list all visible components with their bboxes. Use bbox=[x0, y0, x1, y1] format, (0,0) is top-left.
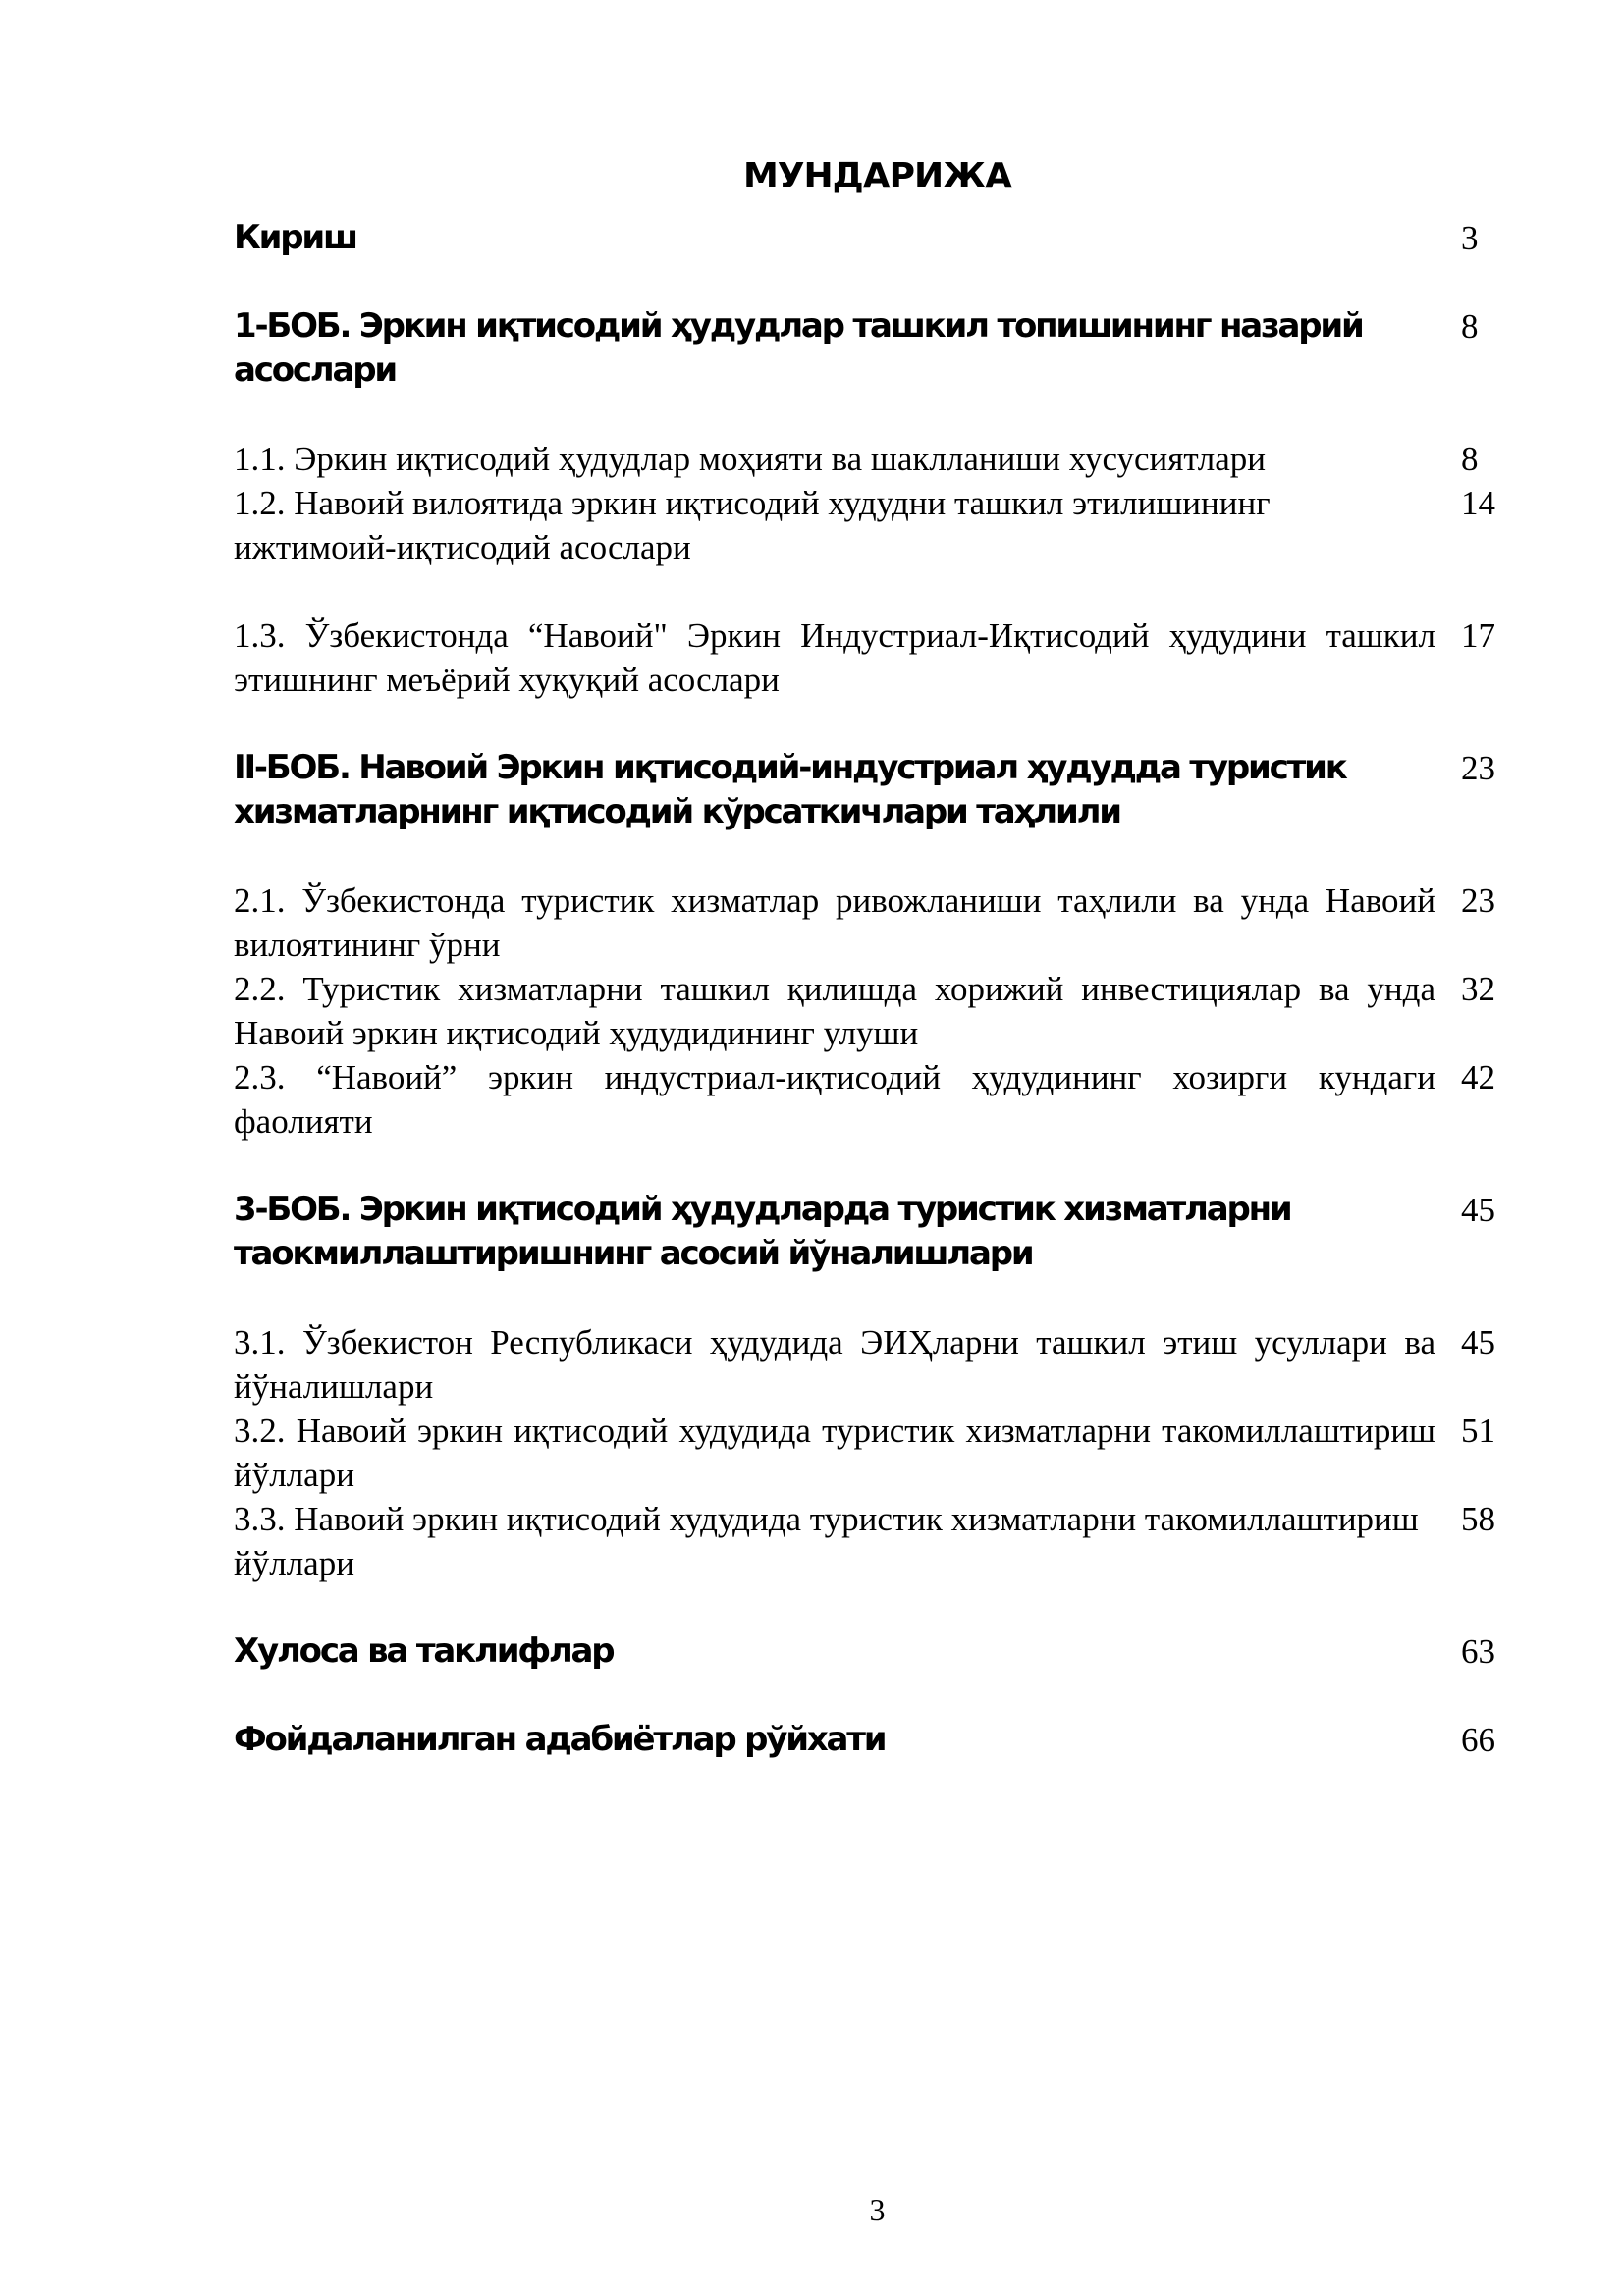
toc-entry-title: II-БОБ. Навоий Эркин иқтисодий-индустриал ҳудудда туристик хизматларнинг иқтисодий кўрсаткичлари таҳлили bbox=[234, 748, 1346, 831]
toc-entry-chapter-2 bbox=[234, 746, 1502, 834]
toc-entry-page: 14 bbox=[1461, 484, 1495, 522]
toc-entry-title: 1.2. Навоий вилоятида эркин иқтисодий худудни ташкил этилишининг ижтимоий-иқтисодий асослари bbox=[234, 484, 1271, 566]
toc-entry-page: 45 bbox=[1461, 1323, 1495, 1362]
toc-entry-title: 3.2. Навоий эркин иқтисодий худудида туристик хизматларни такомиллаштириш йўллари bbox=[234, 1412, 1435, 1494]
toc-entry-section-1-2 bbox=[234, 481, 1502, 569]
toc-entry-section-2-3 bbox=[234, 1055, 1502, 1144]
toc-entry-title: 1-БОБ. Эркин иқтисодий ҳудудлар ташкил топишининг назарий асослари bbox=[234, 306, 1363, 390]
toc-entry-title: 1.1. Эркин иқтисодий ҳудудлар моҳияти ва шаклланиши хусусиятлари bbox=[234, 440, 1267, 478]
toc-entry-title: 3-БОБ. Эркин иқтисодий ҳудудларда туристик хизматларни таокмиллаштиришнинг асосий йўналишлари bbox=[234, 1190, 1291, 1273]
toc-entry-title: Кириш bbox=[234, 218, 356, 257]
toc-entry-page: 32 bbox=[1461, 970, 1495, 1008]
toc-entry-page: 8 bbox=[1461, 440, 1479, 478]
toc-entry-page: 8 bbox=[1461, 307, 1479, 346]
toc-entry-page: 42 bbox=[1461, 1058, 1495, 1096]
toc-entry-page: 63 bbox=[1461, 1632, 1495, 1671]
toc-entry-title: Хулоса ва таклифлар bbox=[234, 1631, 614, 1671]
toc-entry-page: 45 bbox=[1461, 1191, 1495, 1229]
toc-entry-chapter-1 bbox=[234, 304, 1502, 393]
page-number: 3 bbox=[869, 2192, 886, 2227]
toc-entry-page: 58 bbox=[1461, 1500, 1495, 1538]
toc-entry-section-1-3 bbox=[234, 614, 1502, 702]
toc-entry-chapter-3 bbox=[234, 1188, 1502, 1276]
toc-entry-page: 66 bbox=[1461, 1721, 1495, 1759]
toc-entry-title: 2.2. Туристик хизматларни ташкил қилишда хорижий инвестициялар ва унда Навоий эркин иқтисодий ҳудудидининг улуши bbox=[234, 970, 1435, 1052]
toc-entry-page: 23 bbox=[1461, 749, 1495, 787]
toc-entry-section-3-2 bbox=[234, 1409, 1502, 1497]
toc-entry-conclusion bbox=[234, 1629, 1502, 1674]
toc-entry-section-3-1 bbox=[234, 1320, 1502, 1409]
toc-entry-title: 2.1. Ўзбекистонда туристик хизматлар ривожланиши таҳлили ва унда Навоий вилоятининг ўрни bbox=[234, 881, 1435, 964]
toc-entry-section-1-1 bbox=[234, 437, 1502, 481]
toc-heading: МУНДАРИЖА bbox=[742, 156, 1012, 196]
toc-entry-page: 23 bbox=[1461, 881, 1495, 920]
toc-entry-title: 2.3. “Навоий” эркин индустриал-иқтисодий ҳудудининг хозирги кундаги фаолияти bbox=[234, 1058, 1435, 1141]
toc-entry-title: Фойдаланилган адабиётлар рўйхати bbox=[234, 1720, 886, 1759]
toc-entry-section-2-1 bbox=[234, 879, 1502, 967]
toc-entry-title: 3.3. Навоий эркин иқтисодий худудида туристик хизматларни такомиллаштириш йўллари bbox=[234, 1500, 1419, 1582]
toc-entry-page: 3 bbox=[1461, 219, 1479, 257]
toc-entry-page: 51 bbox=[1461, 1412, 1495, 1450]
toc-entry-title: 1.3. Ўзбекистонда “Навоий" Эркин Индустриал-Иқтисодий ҳудудини ташкил этишнинг меъёрий хуқуқий асослари bbox=[234, 616, 1435, 699]
toc-entry-title: 3.1. Ўзбекистон Республикаси ҳудудида ЭИҲларни ташкил этиш усуллари ва йўналишлари bbox=[234, 1323, 1435, 1406]
toc-entry-section-2-2 bbox=[234, 967, 1502, 1055]
table-of-contents bbox=[234, 216, 1502, 1762]
toc-entry-bibliography bbox=[234, 1718, 1502, 1762]
toc-entry-section-3-3 bbox=[234, 1497, 1502, 1585]
toc-entry-introduction bbox=[234, 216, 1502, 260]
toc-entry-page: 17 bbox=[1461, 616, 1495, 655]
